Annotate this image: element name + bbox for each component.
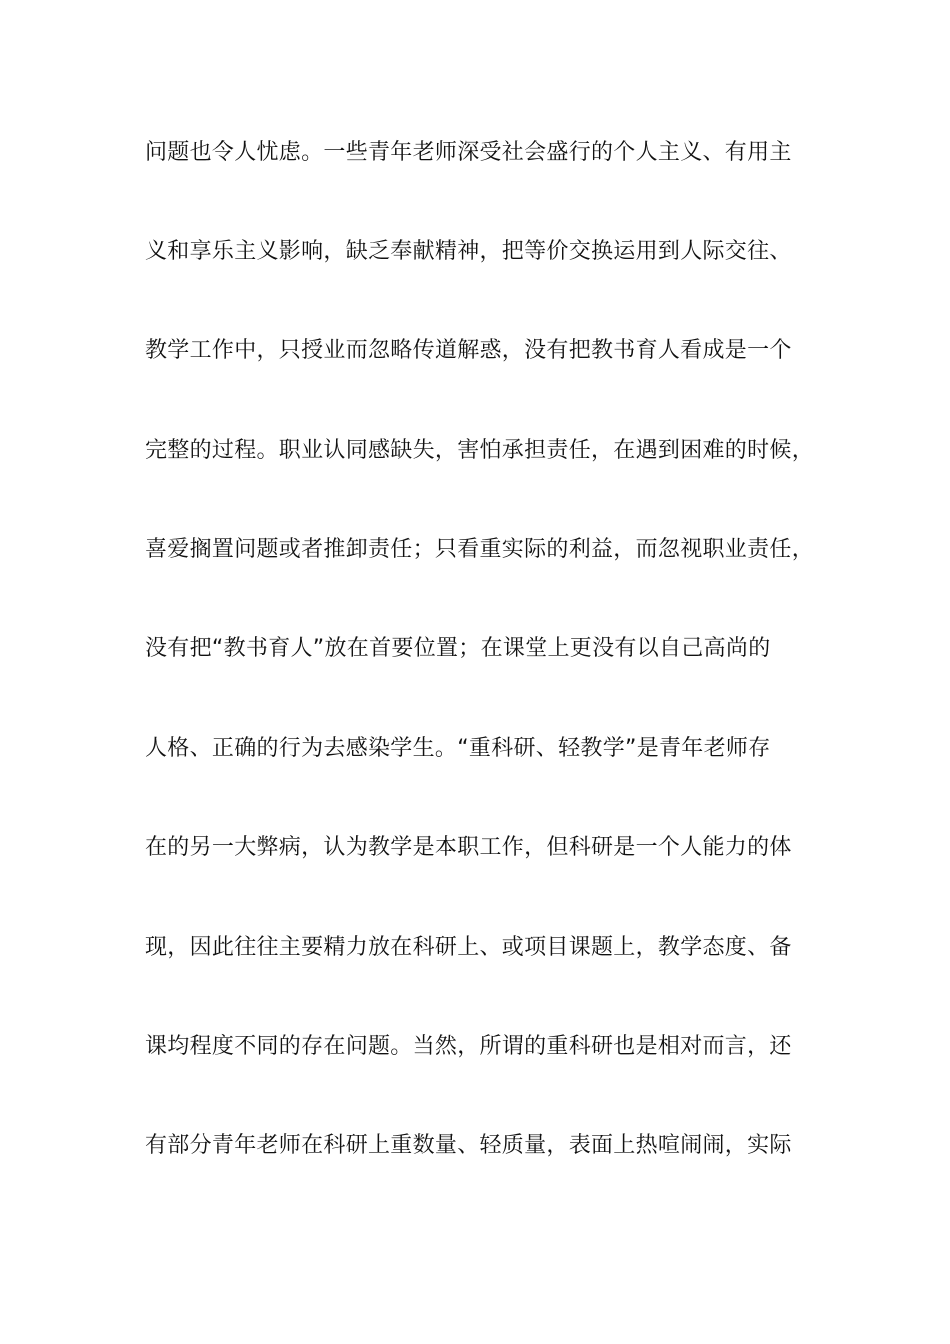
text-line: 现，因此往往主要精力放在科研上、或项目课题上，教学态度、备 bbox=[145, 935, 792, 960]
text-line: 义和享乐主义影响，缺乏奉献精神，把等价交换运用到人际交往、 bbox=[145, 239, 792, 264]
text-line: 喜爱搁置问题或者推卸责任；只看重实际的利益，而忽视职业责任， bbox=[145, 537, 815, 562]
text-line: 课均程度不同的存在问题。当然，所谓的重科研也是相对而言，还 bbox=[145, 1034, 792, 1059]
text-line: 问题也令人忧虑。一些青年老师深受社会盛行的个人主义、有用主 bbox=[145, 140, 792, 165]
text-line: 有部分青年老师在科研上重数量、轻质量，表面上热喧闹闹，实际 bbox=[145, 1133, 792, 1158]
text-line: 教学工作中，只授业而忽略传道解惑，没有把教书育人看成是一个 bbox=[145, 338, 792, 363]
text-line: 在的另一大弊病，认为教学是本职工作，但科研是一个人能力的体 bbox=[145, 835, 792, 860]
text-line: 没有把“教书育人”放在首要位置；在课堂上更没有以自己高尚的 bbox=[145, 636, 771, 661]
text-line: 完整的过程。职业认同感缺失，害怕承担责任，在遇到困难的时候， bbox=[145, 438, 815, 463]
text-line: 人格、正确的行为去感染学生。“重科研、轻教学”是青年老师存 bbox=[145, 736, 771, 761]
